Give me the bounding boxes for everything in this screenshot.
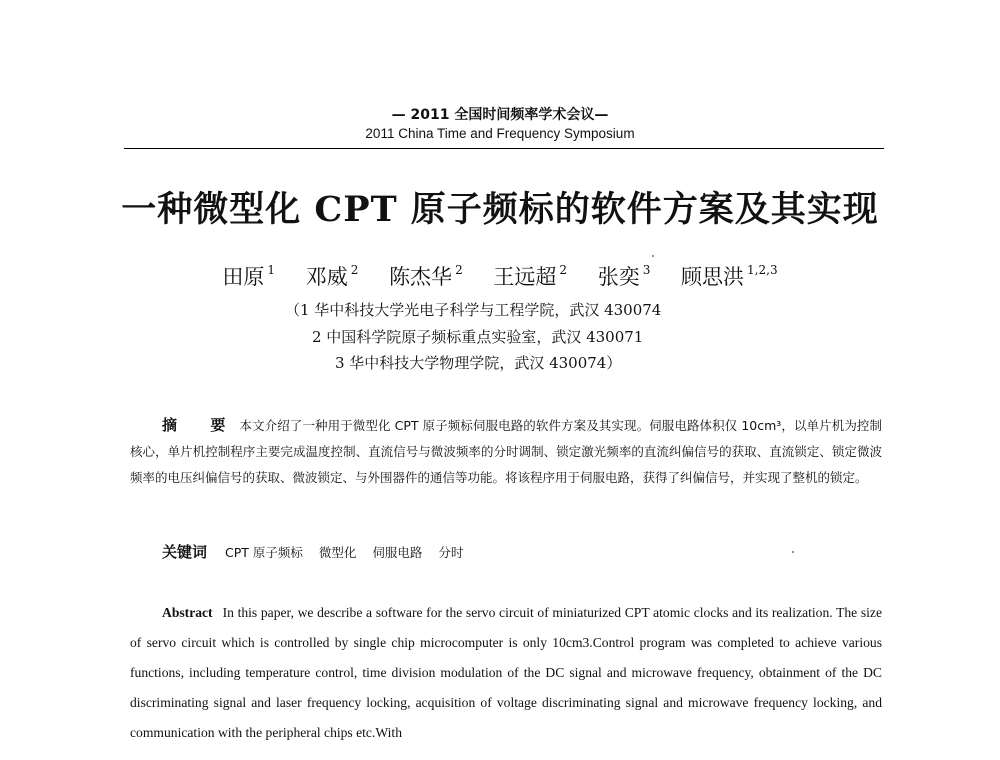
author: 邓威 $^2$ [305,263,359,289]
header-rule [124,148,884,149]
scan-speck [652,255,654,257]
abstract-en-text: In this paper, we describe a software for the servo circuit of miniaturized CPT atomic clocks and its realization. The size of servo circuit which is controlled by single chip microcomputer is only 10cm3.Control program was completed to achieve various functions, including temperature control, time division modulation of the DC signal and microwave frequency, obtainment of the DC discriminating signal and laser frequency locking, acquisition of voltage discriminating signal and microwave frequency locking, and communication with the peripheral chips etc.With [130,605,882,740]
author: 顾思洪 $^{1,2,3}$ [681,263,778,289]
abstract-cn [130,412,882,491]
conference-header-en: 2011 China Time and Frequency Symposium [365,126,635,141]
author: 王远超 $^2$ [493,263,568,289]
keyword: 分时 [438,545,464,560]
affiliation-1: （1 华中科技大学光电子科学与工程学院，武汉 430074 [285,301,662,319]
conference-header-cn: — 2011 全国时间频率学术会议— [391,107,609,123]
author: 田原 $^1$ [222,263,276,289]
keywords [162,541,475,562]
scan-speck [792,551,794,553]
keyword: CPT 原子频标 [225,545,303,560]
affiliation-3: 3 华中科技大学物理学院，武汉 430074） [335,354,622,372]
abstract-cn-label: 摘 要 [162,416,240,434]
keyword: 微型化 [318,545,357,560]
author: 张奕 $^3$ [597,263,651,289]
author: 陈杰华 $^2$ [389,263,463,289]
affiliation-2: 2 中国科学院原子频标重点实验室，武汉 430071 [312,328,644,346]
keywords-label: 关键词 [162,543,208,561]
keyword: 伺服电路 [372,545,423,560]
abstract-en-label: Abstract [162,605,213,620]
paper-title: 一种微型化 CPT 原子频标的软件方案及其实现 [121,189,879,230]
abstract-en [130,598,882,748]
author-list [0,261,1000,291]
abstract-cn-text: 本文介绍了一种用于微型化 CPT 原子频标伺服电路的软件方案及其实现。伺服电路体积仅 10cm³，以单片机为控制核心，单片机控制程序主要完成温度控制、直流信号与微波频率的分时调制、锁定激光频率的直流纠偏信号的获取、直流锁定、锁定微波频率的电压纠偏信号的获取、微波锁定、与外围器件的通信等功能。将该程序用于伺服电路，获得了纠偏信号，并实现了整机的锁定。 [130,418,882,485]
